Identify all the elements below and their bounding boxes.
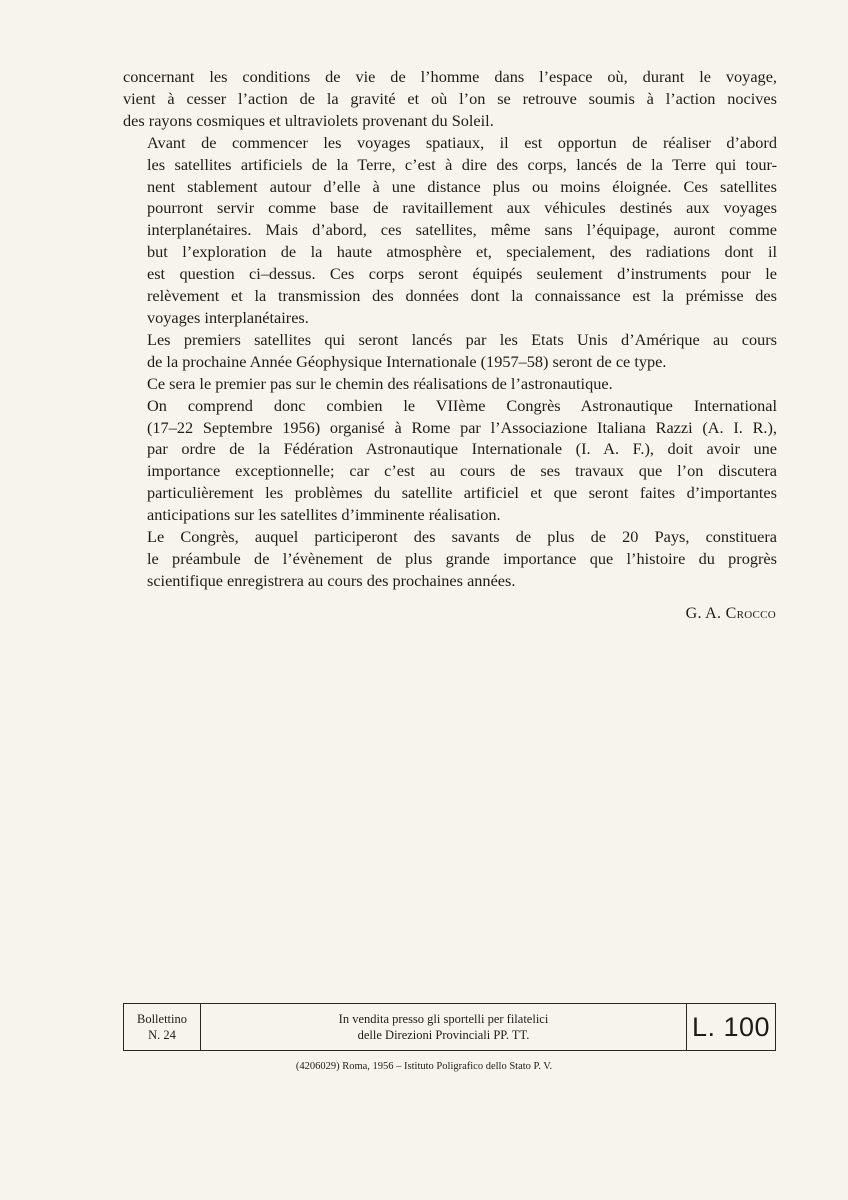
text-line: Avant de commencer les voyages spatiaux, il est opportun de réaliser d’abord <box>147 132 777 152</box>
text-line: Le Congrès, auquel participeront des savants de plus de 20 Pays, constituera <box>147 527 777 547</box>
price-cell <box>686 1004 775 1050</box>
article-body <box>123 66 777 592</box>
text-line: des rayons cosmiques et ultraviolets provenant du Soleil. <box>123 110 494 130</box>
text-line: est question ci–dessus. Ces corps seront équipés seulement d’instruments pour le <box>147 264 777 284</box>
footer-box <box>123 1003 776 1051</box>
text-line: relèvement et la transmission des données dont la connaissance est la prémisse des <box>147 286 777 306</box>
sale-info-line-1: In vendita presso gli sportelli per filatelici <box>338 1012 549 1026</box>
text-line: On comprend donc combien le VIIème Congrès Astronautique International <box>147 395 777 415</box>
author-signature: G. A. Crocco <box>685 605 776 622</box>
bulletin-number-cell <box>124 1004 201 1050</box>
paragraph <box>123 132 777 329</box>
paragraph <box>123 66 777 132</box>
paragraph <box>123 395 777 526</box>
text-line: (17–22 Septembre 1956) organisé à Rome par l’Associazione Italiana Razzi (A. I. R.), <box>147 417 777 437</box>
paragraph <box>123 526 777 592</box>
text-line: voyages interplanétaires. <box>147 307 309 327</box>
text-line: de la prochaine Année Géophysique Internationale (1957–58) seront de ce type. <box>147 351 667 371</box>
paragraph <box>123 373 777 395</box>
sale-info-cell <box>201 1004 686 1050</box>
price-value: L. 100 <box>691 1012 771 1042</box>
bulletin-number: N. 24 <box>148 1028 176 1042</box>
text-line: pourront servir comme base de ravitaillement aux véhicules destinés aux voyages <box>147 198 777 218</box>
text-line: but l’exploration de la haute atmosphère et, specialement, des radiations dont il <box>147 242 777 262</box>
text-line: importance exceptionnelle; car c’est au cours de ses travaux que l’on discutera <box>147 461 777 481</box>
text-line: anticipations sur les satellites d’imminente réalisation. <box>147 505 501 525</box>
text-line: interplanétaires. Mais d’abord, ces satellites, même sans l’équipage, auront comme <box>147 220 777 240</box>
text-line: nent stablement autour d’elle à une distance plus ou moins éloignée. Ces satellites <box>147 176 777 196</box>
text-line: Les premiers satellites qui seront lancés par les Etats Unis d’Amérique au cours <box>147 329 777 349</box>
paragraph <box>123 329 777 373</box>
sale-info-line-2: delle Direzioni Provinciali PP. TT. <box>357 1028 530 1042</box>
text-line: concernant les conditions de vie de l’homme dans l’espace où, durant le voyage, <box>123 67 777 86</box>
text-line: par ordre de la Fédération Astronautique Internationale (I. A. F.), doit avoir une <box>147 439 777 459</box>
bulletin-label: Bollettino <box>137 1012 187 1026</box>
printer-imprint: (4206029) Roma, 1956 – Istituto Poligrafico dello Stato P. V. <box>295 1061 553 1072</box>
text-line: particulièrement les problèmes du satellite artificiel et que seront faites d’importantes <box>147 483 777 503</box>
text-line: le préambule de l’évènement de plus grande importance que l’histoire du progrès <box>147 548 777 568</box>
text-line: les satellites artificiels de la Terre, c’est à dire des corps, lancés de la Terre qui tour- <box>147 154 777 174</box>
text-line: vient à cesser l’action de la gravité et où l’on se retrouve soumis à l’action nocives <box>123 88 777 108</box>
text-line: Ce sera le premier pas sur le chemin des réalisations de l’astronautique. <box>147 373 613 393</box>
text-line: scientifique enregistrera au cours des prochaines années. <box>147 570 516 590</box>
